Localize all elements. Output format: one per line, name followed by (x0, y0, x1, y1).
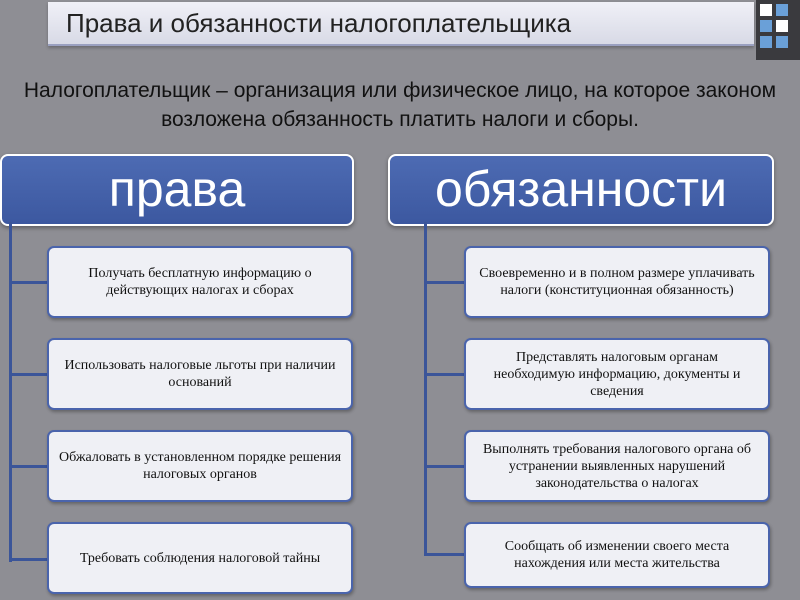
page-title: Права и обязанности налогоплательщика (66, 8, 572, 38)
duties-item: Своевременно и в полном размере уплачивать налоги (конституционная обязанность) (464, 246, 770, 318)
duties-item: Представлять налоговым органам необходимую информацию, документы и сведения (464, 338, 770, 410)
duties-branch-line (424, 281, 464, 284)
rights-item: Обжаловать в установленном порядке решения налоговых органов (47, 430, 353, 502)
rights-branch-line (9, 281, 47, 284)
rights-item: Требовать соблюдения налоговой тайны (47, 522, 353, 594)
rights-item: Получать бесплатную информацию о действующих налогах и сборах (47, 246, 353, 318)
duties-branch-line (424, 373, 464, 376)
rights-branch-line (9, 465, 47, 468)
rights-header: права (0, 154, 354, 226)
decorative-square (760, 36, 772, 48)
duties-branch-line (424, 553, 464, 556)
rights-branch-line (9, 373, 47, 376)
definition-text: Налогоплательщик – организация или физическое лицо, на которое законом возложена обязанность платить налоги и сборы. (23, 79, 777, 131)
rights-connector-line (9, 222, 12, 562)
decorative-square (776, 36, 788, 48)
duties-header: обязанности (388, 154, 774, 226)
decorative-square (776, 4, 788, 16)
decorative-square (776, 20, 788, 32)
duties-branch-line (424, 465, 464, 468)
duties-item: Выполнять требования налогового органа об устранении выявленных нарушений законодательства о налогах (464, 430, 770, 502)
title-bar (48, 2, 754, 46)
decorative-corner-left (0, 0, 40, 50)
decorative-square (760, 4, 772, 16)
duties-item: Сообщать об изменении своего места нахождения или места жительства (464, 522, 770, 588)
duties-connector-line (424, 222, 427, 556)
rights-item: Использовать налоговые льготы при наличии оснований (47, 338, 353, 410)
rights-branch-line (9, 558, 47, 561)
decorative-corner-right (756, 0, 800, 60)
decorative-square (760, 20, 772, 32)
